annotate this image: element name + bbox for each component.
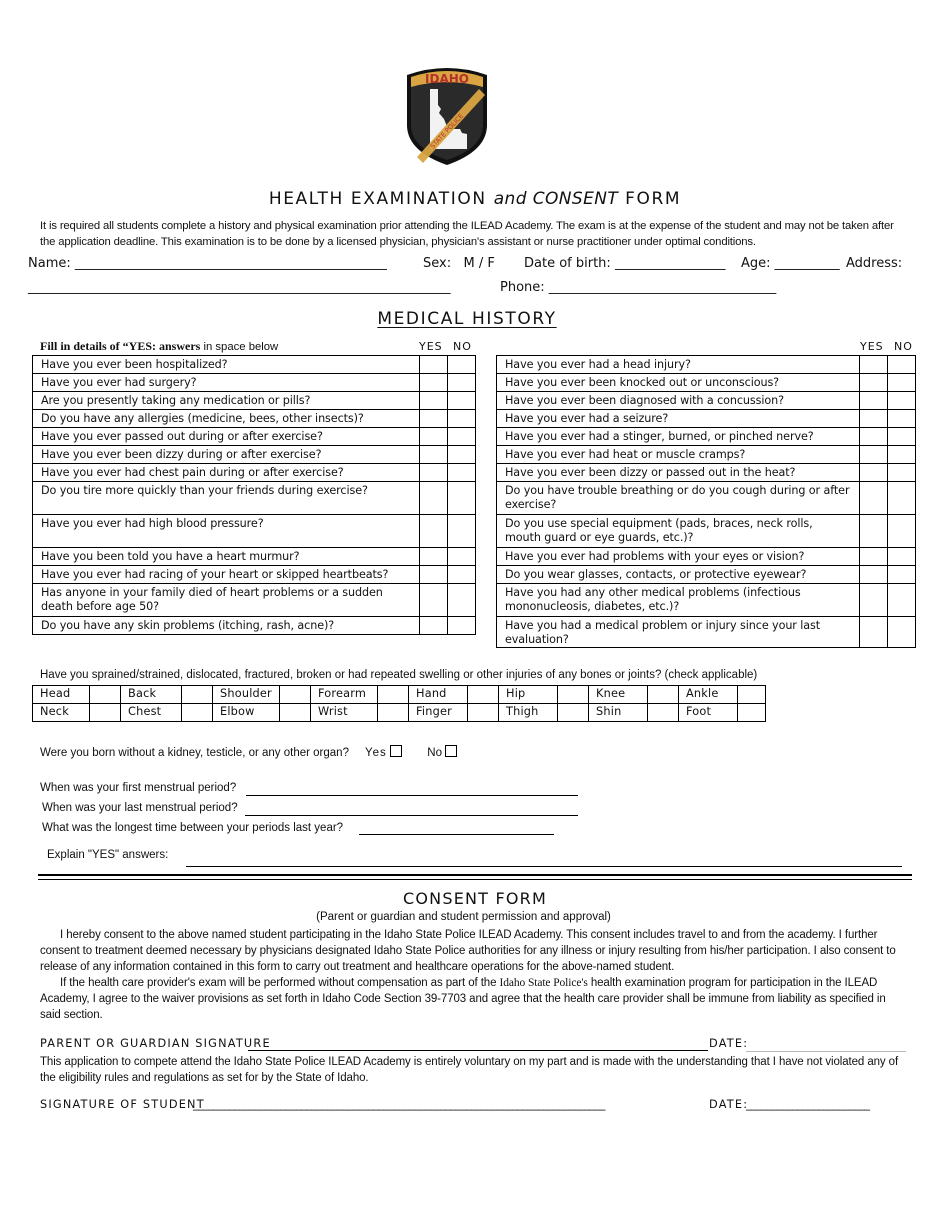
left-yes-box[interactable] — [420, 584, 448, 617]
right-no-box[interactable] — [888, 515, 916, 548]
left-question-text: Have you ever had racing of your heart or skipped heartbeats? — [33, 566, 420, 584]
student-date-label: DATE: — [709, 1098, 749, 1111]
left-question-text: Has anyone in your family died of heart problems or a sudden death before age 50? — [33, 584, 420, 617]
left-yes-box[interactable] — [420, 617, 448, 635]
left-question-row — [33, 617, 476, 635]
injury-label: Shin — [589, 704, 648, 722]
voluntary-statement: This application to compete attend the Idaho State Police ILEAD Academy is entirely voluntary on my part and is made with the understanding that I have not violated any of the eligibility rules and regulations as set for by the State of Idaho. — [40, 1056, 899, 1084]
name-label: Name: — [28, 256, 71, 271]
organ-no-label: No — [427, 747, 442, 759]
left-question-text: Are you presently taking any medication or pills? — [33, 392, 420, 410]
student-signature-field[interactable]: ________________________________________________________________________________ — [193, 1098, 605, 1111]
phone-label: Phone: — [500, 280, 545, 295]
injury-checkbox[interactable] — [558, 686, 589, 704]
right-question-row — [497, 410, 916, 428]
injury-checkbox[interactable] — [648, 686, 679, 704]
right-yes-box[interactable] — [860, 428, 888, 446]
right-no-box[interactable] — [888, 464, 916, 482]
left-question-row — [33, 515, 476, 548]
left-question-text: Have you ever had high blood pressure? — [33, 515, 420, 548]
right-question-text: Have you ever had a seizure? — [497, 410, 860, 428]
right-yes-box[interactable] — [860, 392, 888, 410]
right-question-text: Have you ever been diagnosed with a concussion? — [497, 392, 860, 410]
right-yes-box[interactable] — [860, 566, 888, 584]
left-yes-box[interactable] — [420, 548, 448, 566]
last-menstrual-line[interactable] — [245, 815, 578, 816]
right-no-box[interactable] — [888, 410, 916, 428]
left-yes-box[interactable] — [420, 428, 448, 446]
right-no-box[interactable] — [888, 482, 916, 515]
left-no-box[interactable] — [448, 374, 476, 392]
age-row — [741, 256, 840, 271]
right-question-text: Have you ever had heat or muscle cramps? — [497, 446, 860, 464]
left-yes-box[interactable] — [420, 356, 448, 374]
injury-label: Knee — [589, 686, 648, 704]
right-question-row — [497, 356, 916, 374]
right-yes-box[interactable] — [860, 548, 888, 566]
right-no-box[interactable] — [888, 392, 916, 410]
right-question-row — [497, 428, 916, 446]
student-signature-label: SIGNATURE OF STUDENT — [40, 1098, 205, 1111]
consent-p2-end: health examination program for participation in the ILEAD Academy, I agree to the waiver provisions as set forth in Idaho Code Section 39-7703 and agree that the health care provider shall be immune from liability as specified in said section. — [40, 977, 886, 1021]
section-divider-thick — [38, 874, 912, 876]
logo-diagonal-text: STATE POLICE — [428, 112, 466, 151]
parent-date-label: DATE: — [709, 1037, 749, 1050]
left-yes-box[interactable] — [420, 374, 448, 392]
left-question-row — [33, 482, 476, 515]
explain-line[interactable] — [186, 866, 902, 867]
left-question-row — [33, 548, 476, 566]
right-question-row — [497, 464, 916, 482]
organ-row — [40, 745, 457, 759]
consent-paragraph-1: I hereby consent to the above named student participating in the Idaho State Police ILEAD Academy. This consent includes travel to and from the academy. I further consent to treatment deemed necessary by physicians designated Idaho State Police authorities for any illness or injury resulting from his/her participation. I also consent to release of any information contained in this form to carry out treatment and healthcare operations for the above-named student. — [40, 929, 896, 973]
name-row — [28, 256, 387, 271]
parent-signature-label: PARENT OR GUARDIAN SIGNATURE — [40, 1037, 271, 1050]
left-question-text: Do you have any skin problems (itching, rash, acne)? — [33, 617, 420, 635]
injury-label: Chest — [121, 704, 182, 722]
left-no-box[interactable] — [448, 428, 476, 446]
injury-checkbox[interactable] — [738, 704, 766, 722]
right-no-box[interactable] — [888, 428, 916, 446]
instructions-rest: in space below — [200, 341, 279, 353]
injury-label: Hip — [499, 686, 558, 704]
left-no-box[interactable] — [448, 356, 476, 374]
left-question-row — [33, 410, 476, 428]
left-yes-box[interactable] — [420, 464, 448, 482]
intro-paragraph: It is required all students complete a history and physical examination prior attending the ILEAD Academy. The exam is at the expense of the student and may not be taken after the application deadline. This examination is to be done by a licensed physician, physician's assistant or nurse practitioner under optimal conditions. — [40, 220, 894, 248]
left-question-text: Have you been told you have a heart murmur? — [33, 548, 420, 566]
right-yes-box[interactable] — [860, 374, 888, 392]
right-question-row — [497, 617, 916, 648]
left-no-box[interactable] — [448, 446, 476, 464]
right-question-text: Have you had a medical problem or injury since your last evaluation? — [497, 617, 860, 648]
consent-body — [40, 927, 906, 1023]
consent-p2-start: If the health care provider's exam will be performed without compensation as part of the — [60, 977, 500, 989]
right-no-box[interactable] — [888, 617, 916, 648]
right-no-box[interactable] — [888, 374, 916, 392]
injury-label: Neck — [33, 704, 90, 722]
right-yes-box[interactable] — [860, 464, 888, 482]
right-question-row — [497, 548, 916, 566]
dob-label: Date of birth: — [524, 256, 611, 271]
right-yes-box[interactable] — [860, 446, 888, 464]
left-question-text: Have you ever passed out during or after exercise? — [33, 428, 420, 446]
injury-label: Shoulder — [213, 686, 280, 704]
organ-no-checkbox[interactable] — [445, 745, 457, 757]
logo-top-text: IDAHO — [425, 72, 469, 86]
right-questions-table — [496, 355, 916, 648]
injury-label: Elbow — [213, 704, 280, 722]
injury-checkbox[interactable] — [182, 704, 213, 722]
idaho-state-police-logo — [403, 63, 491, 167]
sex-label: Sex: — [423, 256, 452, 271]
right-question-row — [497, 446, 916, 464]
injury-label: Finger — [409, 704, 468, 722]
right-question-row — [497, 482, 916, 515]
first-menstrual-line[interactable] — [246, 795, 578, 796]
title-part-1: HEALTH EXAMINATION — [268, 189, 487, 209]
left-question-row — [33, 392, 476, 410]
right-no-header: NO — [894, 340, 913, 353]
injury-label: Ankle — [679, 686, 738, 704]
right-no-box[interactable] — [888, 446, 916, 464]
injury-prompt: Have you sprained/strained, dislocated, fractured, broken or had repeated swelling or other injuries of any bones or joints? (check applicable) — [40, 669, 758, 681]
injury-row — [33, 704, 766, 722]
consent-p2-serif: Idaho State Police's — [499, 977, 588, 989]
right-question-row — [497, 584, 916, 617]
left-question-text: Do you tire more quickly than your friends during exercise? — [33, 482, 420, 515]
right-yes-box[interactable] — [860, 482, 888, 515]
first-menstrual-label: When was your first menstrual period? — [40, 782, 237, 794]
left-question-row — [33, 566, 476, 584]
sex-row — [423, 256, 495, 271]
right-question-text: Have you ever had a stinger, burned, or pinched nerve? — [497, 428, 860, 446]
longest-period-label: What was the longest time between your periods last year? — [42, 822, 344, 834]
dob-row — [524, 256, 725, 271]
name-field[interactable]: ________________________________________________ — [74, 256, 387, 271]
injury-checkbox[interactable] — [468, 686, 499, 704]
left-question-text: Do you have any allergies (medicine, bees, other insects)? — [33, 410, 420, 428]
right-yes-box[interactable] — [860, 356, 888, 374]
yes-instructions — [40, 339, 278, 354]
longest-period-line[interactable] — [359, 834, 554, 835]
right-question-row — [497, 392, 916, 410]
right-question-text: Do you use special equipment (pads, braces, neck rolls, mouth guard or eye guards, etc.)? — [497, 515, 860, 548]
injury-checkbox[interactable] — [378, 686, 409, 704]
address-label: Address: — [846, 256, 903, 271]
left-no-box[interactable] — [448, 392, 476, 410]
right-no-box[interactable] — [888, 584, 916, 617]
right-question-text: Have you had any other medical problems (infectious mononucleosis, diabetes, etc.)? — [497, 584, 860, 617]
injury-label: Foot — [679, 704, 738, 722]
left-no-header: NO — [453, 340, 472, 353]
organ-yes-checkbox[interactable] — [390, 745, 402, 757]
consent-title: CONSENT FORM — [403, 889, 547, 908]
left-no-box[interactable] — [448, 617, 476, 635]
injury-checkbox[interactable] — [182, 686, 213, 704]
injury-checkbox[interactable] — [648, 704, 679, 722]
left-question-row — [33, 446, 476, 464]
left-no-box[interactable] — [448, 482, 476, 515]
left-question-row — [33, 584, 476, 617]
sex-options[interactable]: M / F — [463, 256, 495, 271]
injury-table — [32, 685, 766, 722]
injury-row — [33, 686, 766, 704]
left-question-text: Have you ever been dizzy during or after exercise? — [33, 446, 420, 464]
injury-checkbox[interactable] — [378, 704, 409, 722]
parent-signature-line[interactable] — [248, 1050, 708, 1051]
left-yes-header: YES — [419, 340, 443, 353]
left-yes-box[interactable] — [420, 566, 448, 584]
left-yes-box[interactable] — [420, 515, 448, 548]
organ-question: Were you born without a kidney, testicle, or any other organ? — [40, 747, 349, 759]
age-field[interactable]: __________ — [774, 256, 840, 271]
right-no-box[interactable] — [888, 566, 916, 584]
left-question-row — [33, 428, 476, 446]
phone-row — [500, 280, 776, 295]
organ-yes-label: Yes — [364, 747, 387, 759]
injury-label: Thigh — [499, 704, 558, 722]
title-part-3: FORM — [625, 189, 682, 209]
injury-checkbox[interactable] — [738, 686, 766, 704]
injury-checkbox[interactable] — [558, 704, 589, 722]
left-no-box[interactable] — [448, 464, 476, 482]
left-yes-box[interactable] — [420, 410, 448, 428]
left-no-box[interactable] — [448, 548, 476, 566]
left-question-row — [33, 464, 476, 482]
injury-label: Head — [33, 686, 90, 704]
left-yes-box[interactable] — [420, 482, 448, 515]
right-yes-box[interactable] — [860, 584, 888, 617]
left-question-text: Have you ever been hospitalized? — [33, 356, 420, 374]
address-field[interactable]: _________________________________________________________________ — [28, 280, 451, 295]
right-yes-box[interactable] — [860, 410, 888, 428]
right-question-text: Do you wear glasses, contacts, or protective eyewear? — [497, 566, 860, 584]
left-no-box[interactable] — [448, 515, 476, 548]
explain-label: Explain "YES" answers: — [47, 849, 169, 861]
injury-checkbox[interactable] — [90, 704, 121, 722]
left-question-text: Have you ever had chest pain during or after exercise? — [33, 464, 420, 482]
injury-label: Back — [121, 686, 182, 704]
injury-label: Hand — [409, 686, 468, 704]
left-no-box[interactable] — [448, 410, 476, 428]
right-question-text: Have you ever had problems with your eyes or vision? — [497, 548, 860, 566]
right-question-row — [497, 566, 916, 584]
right-question-text: Have you ever been dizzy or passed out in the heat? — [497, 464, 860, 482]
injury-label: Forearm — [311, 686, 378, 704]
left-question-row — [33, 356, 476, 374]
phone-field[interactable]: ___________________________________ — [548, 280, 777, 295]
right-yes-box[interactable] — [860, 617, 888, 648]
right-question-text: Have you ever had a head injury? — [497, 356, 860, 374]
right-no-box[interactable] — [888, 548, 916, 566]
left-yes-box[interactable] — [420, 446, 448, 464]
injury-checkbox[interactable] — [468, 704, 499, 722]
left-no-box[interactable] — [448, 584, 476, 617]
student-date-field[interactable]: ________________________ — [746, 1098, 870, 1111]
right-yes-box[interactable] — [860, 515, 888, 548]
right-question-text: Have you ever been knocked out or unconscious? — [497, 374, 860, 392]
last-menstrual-label: When was your last menstrual period? — [42, 802, 238, 814]
left-questions-table — [32, 355, 476, 635]
title-part-2: and CONSENT — [493, 189, 619, 209]
injury-checkbox[interactable] — [90, 686, 121, 704]
parent-date-line[interactable] — [746, 1051, 906, 1052]
medical-history-title: MEDICAL HISTORY — [377, 309, 557, 329]
right-yes-header: YES — [860, 340, 884, 353]
right-no-box[interactable] — [888, 356, 916, 374]
form-title — [0, 189, 950, 209]
left-no-box[interactable] — [448, 566, 476, 584]
section-divider-thin — [38, 879, 912, 880]
right-question-text: Do you have trouble breathing or do you cough during or after exercise? — [497, 482, 860, 515]
left-question-text: Have you ever had surgery? — [33, 374, 420, 392]
consent-subtitle: (Parent or guardian and student permission and approval) — [316, 911, 611, 923]
injury-checkbox[interactable] — [280, 686, 311, 704]
instructions-bold: Fill in details of “YES: answers — [40, 339, 201, 353]
injury-label: Wrist — [311, 704, 378, 722]
left-yes-box[interactable] — [420, 392, 448, 410]
age-label: Age: — [741, 256, 771, 271]
right-question-row — [497, 515, 916, 548]
consent-paragraph-2 — [40, 975, 906, 1023]
left-question-row — [33, 374, 476, 392]
right-question-row — [497, 374, 916, 392]
injury-checkbox[interactable] — [280, 704, 311, 722]
dob-field[interactable]: _________________ — [614, 256, 726, 271]
